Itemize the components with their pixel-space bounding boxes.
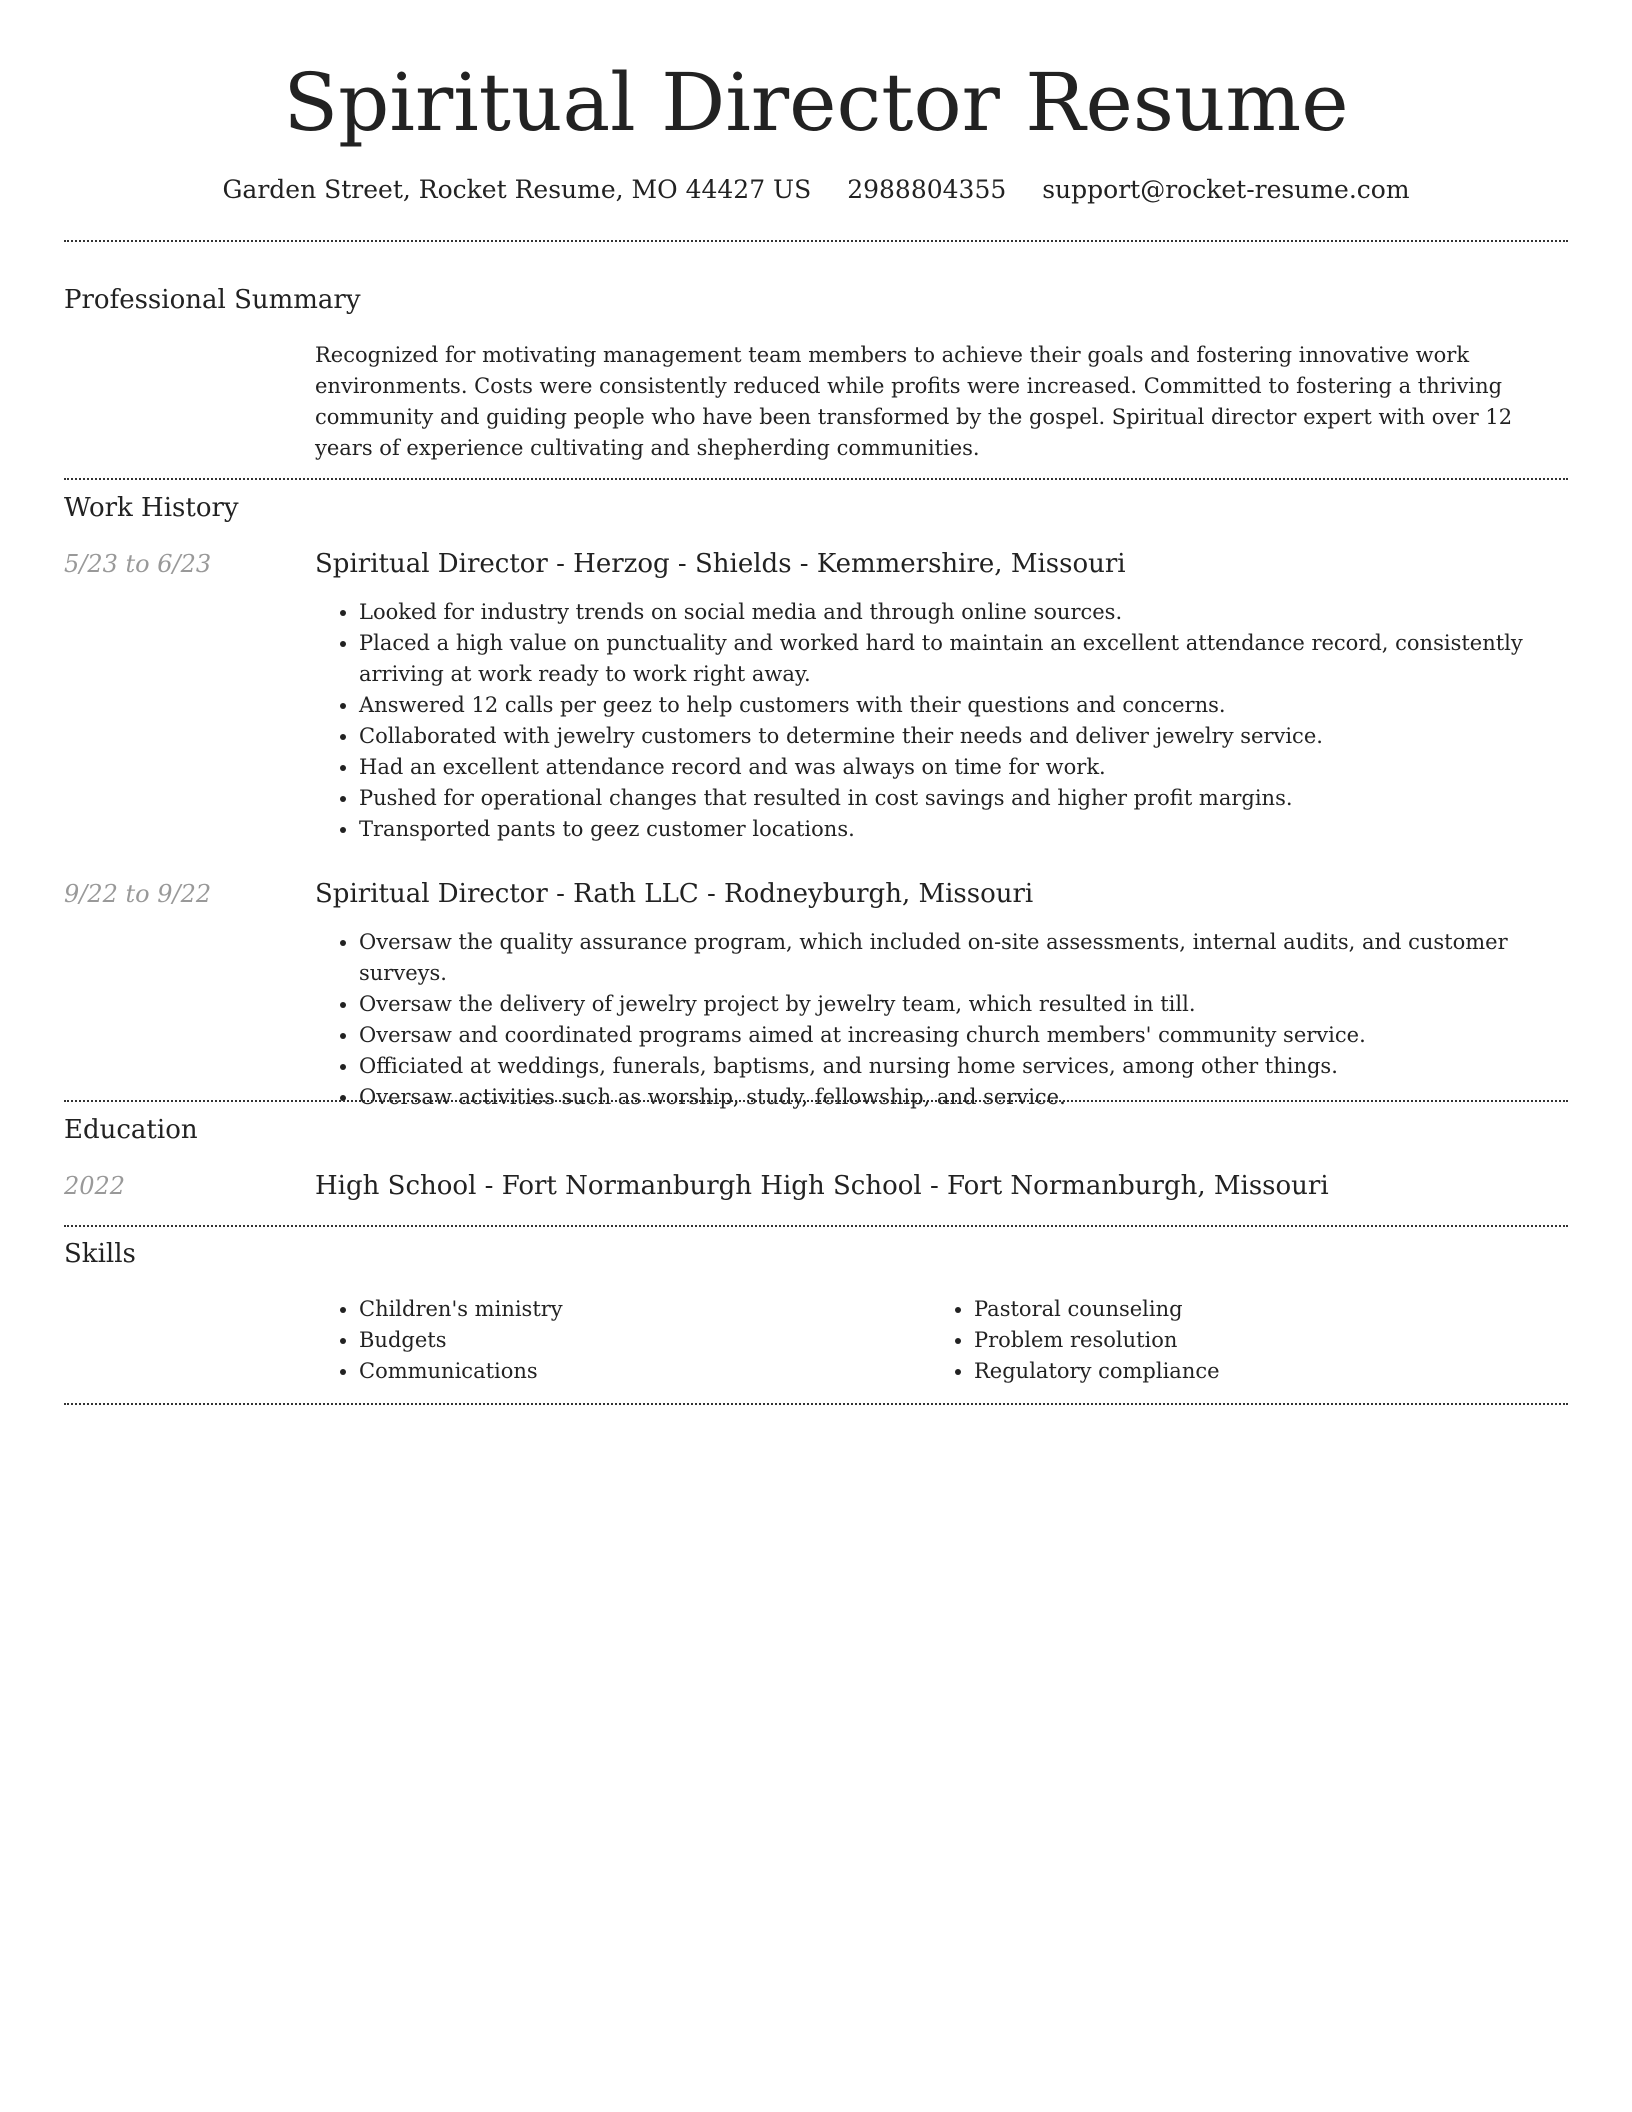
job-heading: Spiritual Director - Rath LLC - Rodneyburgh, Missouri	[315, 879, 1034, 909]
list-item: • Problem resolution	[974, 1325, 1530, 1356]
list-item: • Children's ministry	[359, 1294, 915, 1325]
job-dates: 9/22 to 9/22	[64, 880, 212, 908]
summary-divider	[64, 478, 1568, 480]
summary-text: Recognized for motivating management team members to achieve their goals and fostering innovative work environments. Costs were consistently reduced while profits were increased. Committed to fostering a thriving community and guiding people who have been transformed by the gospel. Spiritual director expert with over 12 years of experience cultivating and shepherding communities.	[315, 343, 1513, 460]
work-divider	[64, 1100, 1568, 1102]
education-year: 2022	[64, 1172, 126, 1200]
skills-heading: Skills	[64, 1239, 136, 1269]
contact-address: Garden Street, Rocket Resume, MO 44427 US	[222, 175, 812, 204]
summary-heading: Professional Summary	[64, 285, 361, 315]
job-dates: 5/23 to 6/23	[64, 550, 212, 578]
list-item: • Pastoral counseling	[974, 1294, 1530, 1325]
list-item: • Officiated at weddings, funerals, baptisms, and nursing home services, among other things.	[359, 1051, 1568, 1082]
skills-list-right	[930, 1294, 1530, 1387]
list-item: • Oversaw the quality assurance program, which included on-site assessments, internal audits, and customer surveys.	[359, 927, 1568, 989]
list-item: • Transported pants to geez customer locations.	[359, 814, 1568, 845]
job-heading: Spiritual Director - Herzog - Shields - Kemmershire, Missouri	[315, 549, 1126, 579]
contact-email: support@rocket-resume.com	[1042, 175, 1410, 204]
education-divider	[64, 1225, 1568, 1227]
job-bullets	[315, 597, 1568, 845]
education-heading: Education	[64, 1115, 198, 1145]
work-history-heading: Work History	[64, 493, 239, 523]
list-item: • Budgets	[359, 1325, 915, 1356]
contact-line	[64, 170, 1568, 210]
skills-list-left	[315, 1294, 915, 1387]
list-item: • Oversaw the delivery of jewelry project by jewelry team, which resulted in till.	[359, 989, 1568, 1020]
skills-divider	[64, 1403, 1568, 1405]
resume-title: Spiritual Director Resume	[283, 56, 1349, 149]
list-item: • Had an excellent attendance record and was always on time for work.	[359, 752, 1568, 783]
education-heading-line: High School - Fort Normanburgh High School - Fort Normanburgh, Missouri	[315, 1171, 1329, 1201]
contact-phone: 2988804355	[847, 175, 1007, 204]
header-divider	[64, 240, 1568, 242]
list-item: • Placed a high value on punctuality and worked hard to maintain an excellent attendance record, consistently arriving at work ready to work right away.	[359, 628, 1568, 690]
job-bullets	[315, 927, 1568, 1113]
list-item: • Oversaw activities such as worship, study, fellowship, and service.	[359, 1082, 1568, 1113]
list-item: • Regulatory compliance	[974, 1356, 1530, 1387]
list-item: • Answered 12 calls per geez to help customers with their questions and concerns.	[359, 690, 1568, 721]
list-item: • Looked for industry trends on social media and through online sources.	[359, 597, 1568, 628]
list-item: • Pushed for operational changes that resulted in cost savings and higher profit margins.	[359, 783, 1568, 814]
list-item: • Collaborated with jewelry customers to determine their needs and deliver jewelry service.	[359, 721, 1568, 752]
list-item: • Communications	[359, 1356, 915, 1387]
list-item: • Oversaw and coordinated programs aimed at increasing church members' community service.	[359, 1020, 1568, 1051]
